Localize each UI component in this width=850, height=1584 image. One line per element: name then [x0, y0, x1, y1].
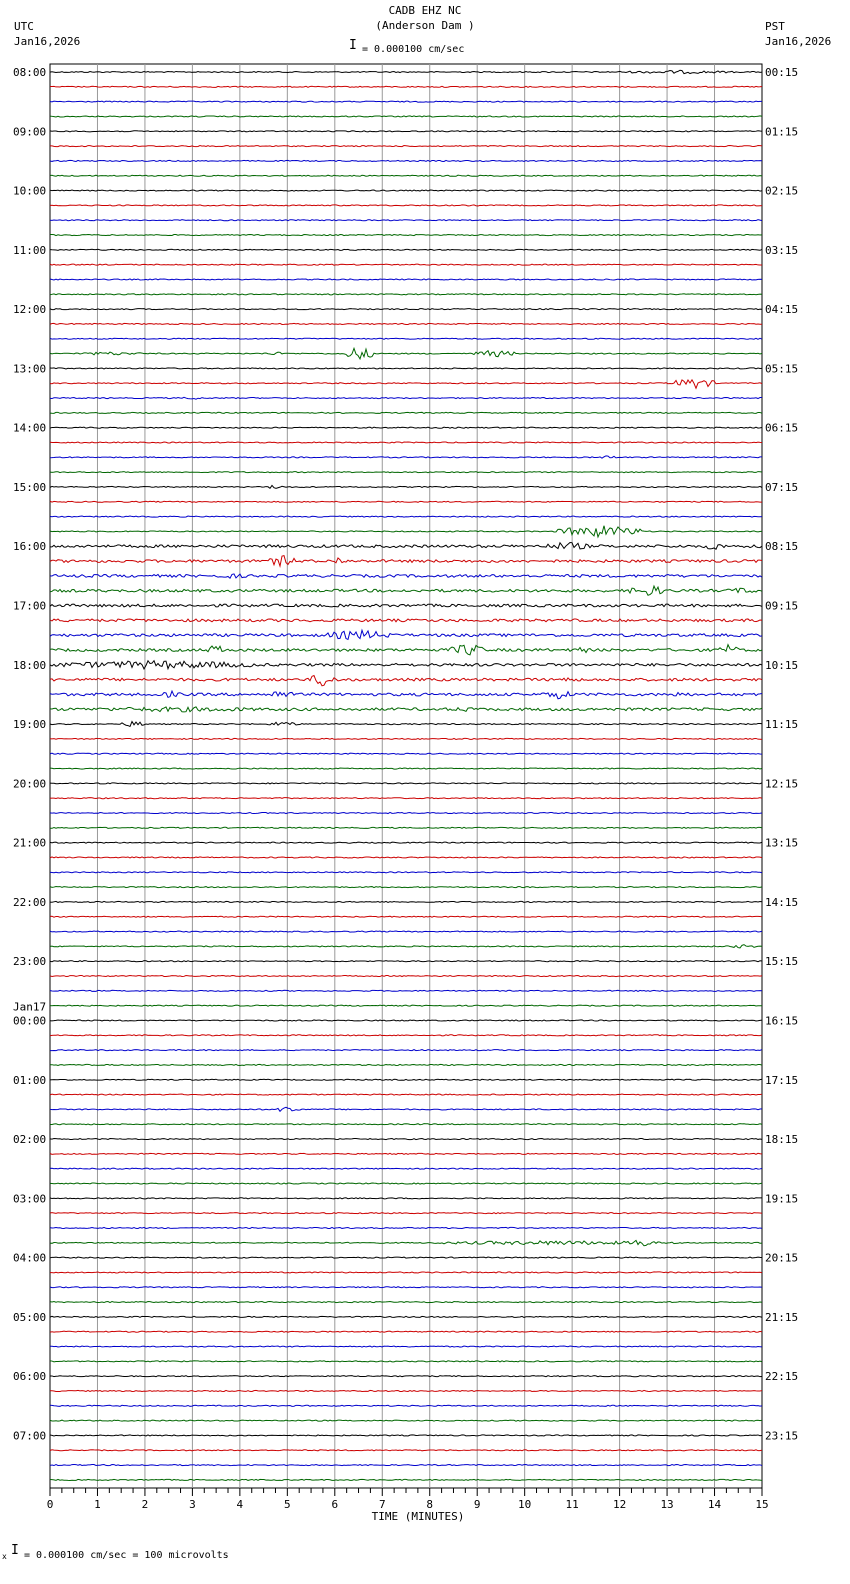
pst-time-label: 05:15 — [765, 362, 799, 376]
trace-52 — [50, 842, 762, 843]
trace-41 — [50, 676, 762, 686]
utc-time-label: 22:00 — [13, 895, 47, 909]
trace-88 — [50, 1376, 762, 1377]
trace-75 — [50, 1183, 762, 1184]
pst-time-label: 21:15 — [765, 1310, 799, 1324]
x-tick-label: 5 — [284, 1498, 291, 1511]
pst-time-label: 04:15 — [765, 303, 799, 317]
right-timezone: PST — [765, 20, 785, 33]
trace-30 — [50, 516, 762, 517]
trace-44 — [50, 722, 762, 727]
trace-72 — [50, 1139, 762, 1140]
trace-79 — [50, 1240, 762, 1245]
pst-time-label: 18:15 — [765, 1133, 799, 1147]
utc-time-label: 03:00 — [13, 1192, 47, 1206]
trace-7 — [50, 175, 762, 176]
scale-label: = 0.000100 cm/sec — [362, 44, 465, 55]
x-tick-label: 15 — [755, 1498, 769, 1511]
trace-13 — [50, 264, 762, 265]
x-tick-label: 1 — [94, 1498, 101, 1511]
trace-90 — [50, 1405, 762, 1406]
trace-36 — [50, 604, 762, 607]
trace-77 — [50, 1213, 762, 1214]
x-tick-label: 6 — [331, 1498, 339, 1511]
pst-time-label: 19:15 — [765, 1192, 799, 1206]
trace-53 — [50, 857, 762, 858]
trace-17 — [50, 323, 762, 324]
pst-time-label: 08:15 — [765, 540, 799, 554]
utc-date-label: Jan17 — [13, 1000, 47, 1014]
trace-21 — [50, 380, 762, 388]
pst-time-label: 07:15 — [765, 480, 799, 494]
pst-time-label: 16:15 — [765, 1014, 799, 1028]
trace-58 — [50, 931, 762, 932]
trace-27 — [50, 472, 762, 473]
pst-time-label: 17:15 — [765, 1073, 799, 1087]
trace-24 — [50, 427, 762, 428]
trace-93 — [50, 1450, 762, 1451]
pst-time-label: 09:15 — [765, 599, 799, 613]
trace-28 — [50, 485, 762, 488]
utc-time-label: 04:00 — [13, 1251, 47, 1265]
utc-time-label: 07:00 — [13, 1429, 47, 1443]
plot-frame — [50, 64, 762, 1488]
trace-87 — [50, 1361, 762, 1362]
trace-68 — [50, 1079, 762, 1080]
utc-time-label: 12:00 — [13, 303, 47, 317]
x-tick-label: 3 — [189, 1498, 196, 1511]
x-tick-label: 0 — [46, 1498, 54, 1511]
utc-time-label: 09:00 — [13, 125, 47, 139]
trace-74 — [50, 1168, 762, 1169]
trace-37 — [50, 619, 762, 622]
trace-47 — [50, 768, 762, 769]
trace-91 — [50, 1420, 762, 1421]
trace-33 — [50, 556, 762, 566]
pst-time-label: 13:15 — [765, 836, 799, 850]
utc-time-label: 00:00 — [13, 1014, 47, 1028]
trace-95 — [50, 1479, 762, 1480]
pst-time-label: 00:15 — [765, 66, 799, 79]
trace-76 — [50, 1198, 762, 1199]
trace-57 — [50, 916, 762, 917]
utc-time-label: 05:00 — [13, 1310, 47, 1324]
pst-time-label: 10:15 — [765, 658, 799, 672]
x-axis-label: TIME (MINUTES) — [371, 1510, 465, 1523]
left-timezone: UTC — [14, 20, 34, 33]
x-tick-label: 12 — [612, 1498, 627, 1511]
trace-83 — [50, 1302, 762, 1303]
scale-bar-icon: I — [349, 38, 357, 53]
trace-89 — [50, 1390, 762, 1391]
footer-scale-bar-icon: I — [11, 1543, 19, 1558]
trace-64 — [50, 1020, 762, 1021]
x-tick-label: 2 — [141, 1498, 149, 1511]
trace-38 — [50, 630, 762, 639]
utc-time-label: 14:00 — [13, 421, 47, 435]
trace-43 — [50, 707, 762, 712]
utc-time-label: 01:00 — [13, 1073, 47, 1087]
trace-78 — [50, 1227, 762, 1228]
trace-54 — [50, 872, 762, 873]
trace-23 — [50, 412, 762, 413]
left-date: Jan16,2026 — [14, 35, 81, 48]
trace-40 — [50, 661, 762, 669]
utc-time-label: 19:00 — [13, 718, 47, 732]
station-title: CADB EHZ NC — [388, 4, 462, 17]
x-tick-label: 8 — [426, 1498, 434, 1511]
utc-time-label: 08:00 — [13, 66, 47, 79]
trace-67 — [50, 1064, 762, 1065]
trace-45 — [50, 738, 762, 739]
utc-time-label: 02:00 — [13, 1133, 47, 1147]
trace-92 — [50, 1435, 762, 1436]
utc-time-label: 21:00 — [13, 836, 47, 850]
trace-63 — [50, 1005, 762, 1006]
utc-time-label: 16:00 — [13, 540, 47, 554]
trace-5 — [50, 146, 762, 147]
footer-marker-icon: x — [2, 1552, 7, 1561]
pst-time-label: 01:15 — [765, 125, 799, 139]
trace-29 — [50, 501, 762, 502]
trace-15 — [50, 294, 762, 295]
pst-time-label: 15:15 — [765, 955, 799, 969]
trace-59 — [50, 945, 762, 948]
pst-time-label: 11:15 — [765, 718, 799, 732]
trace-2 — [50, 101, 762, 102]
trace-31 — [50, 526, 762, 537]
trace-32 — [50, 543, 762, 550]
trace-69 — [50, 1094, 762, 1095]
pst-time-label: 03:15 — [765, 243, 799, 257]
trace-8 — [50, 190, 762, 191]
trace-10 — [50, 220, 762, 221]
utc-time-label: 23:00 — [13, 955, 47, 969]
pst-time-label: 23:15 — [765, 1429, 799, 1443]
trace-86 — [50, 1346, 762, 1347]
trace-80 — [50, 1257, 762, 1258]
utc-time-label: 11:00 — [13, 243, 47, 257]
x-tick-label: 14 — [707, 1498, 722, 1511]
trace-73 — [50, 1153, 762, 1154]
x-tick-label: 13 — [660, 1498, 674, 1511]
trace-1 — [50, 86, 762, 87]
trace-55 — [50, 887, 762, 888]
trace-4 — [50, 131, 762, 132]
pst-time-label: 06:15 — [765, 421, 799, 435]
x-tick-label: 9 — [473, 1498, 481, 1511]
trace-81 — [50, 1272, 762, 1273]
trace-66 — [50, 1050, 762, 1051]
utc-time-label: 15:00 — [13, 480, 47, 494]
utc-time-label: 17:00 — [13, 599, 47, 613]
trace-70 — [50, 1107, 762, 1111]
trace-34 — [50, 574, 762, 578]
x-tick-label: 10 — [518, 1498, 532, 1511]
station-location: (Anderson Dam ) — [375, 19, 475, 32]
trace-65 — [50, 1035, 762, 1036]
trace-60 — [50, 961, 762, 962]
trace-48 — [50, 783, 762, 784]
trace-82 — [50, 1287, 762, 1288]
trace-84 — [50, 1316, 762, 1317]
trace-85 — [50, 1331, 762, 1332]
trace-6 — [50, 160, 762, 161]
trace-3 — [50, 116, 762, 117]
trace-51 — [50, 827, 762, 828]
trace-25 — [50, 442, 762, 443]
trace-11 — [50, 234, 762, 235]
trace-49 — [50, 798, 762, 799]
pst-time-label: 12:15 — [765, 777, 799, 791]
utc-time-label: 06:00 — [13, 1370, 47, 1384]
trace-50 — [50, 812, 762, 813]
trace-39 — [50, 645, 762, 655]
trace-9 — [50, 205, 762, 206]
trace-62 — [50, 990, 762, 991]
trace-16 — [50, 309, 762, 310]
utc-time-label: 18:00 — [13, 658, 47, 672]
trace-18 — [50, 338, 762, 339]
footer-scale-note: = 0.000100 cm/sec = 100 microvolts — [24, 1550, 229, 1561]
utc-time-label: 13:00 — [13, 362, 47, 376]
utc-time-label: 20:00 — [13, 777, 47, 791]
trace-20 — [50, 368, 762, 369]
pst-time-label: 02:15 — [765, 184, 799, 198]
trace-61 — [50, 975, 762, 976]
trace-42 — [50, 691, 762, 699]
trace-12 — [50, 249, 762, 250]
utc-time-label: 10:00 — [13, 184, 47, 198]
trace-46 — [50, 753, 762, 754]
trace-14 — [50, 279, 762, 280]
trace-0 — [50, 70, 762, 73]
trace-56 — [50, 901, 762, 902]
x-tick-label: 4 — [236, 1498, 244, 1511]
trace-71 — [50, 1124, 762, 1125]
right-date: Jan16,2026 — [765, 35, 832, 48]
x-tick-label: 7 — [378, 1498, 386, 1511]
x-tick-label: 11 — [565, 1498, 579, 1511]
trace-19 — [50, 348, 762, 358]
pst-time-label: 14:15 — [765, 895, 799, 909]
pst-time-label: 22:15 — [765, 1370, 799, 1384]
trace-26 — [50, 456, 762, 458]
pst-time-label: 20:15 — [765, 1251, 799, 1265]
trace-94 — [50, 1465, 762, 1466]
trace-35 — [50, 586, 762, 595]
trace-22 — [50, 397, 762, 399]
